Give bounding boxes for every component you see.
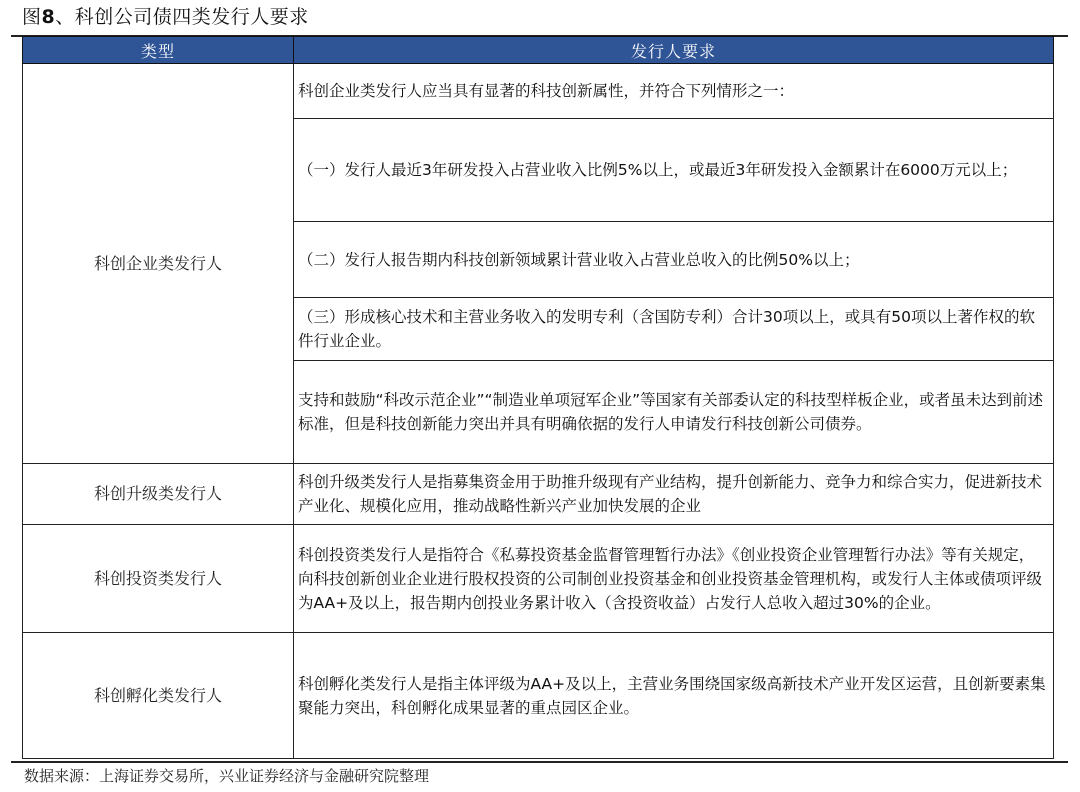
figure-number: 8 — [41, 6, 56, 28]
issuer-requirements-table — [22, 36, 1054, 759]
requirement-cell: 支持和鼓励“科改示范企业”“制造业单项冠军企业”等国家有关部委认定的科技型样板企业，或者虽未达到前述标准，但是科技创新能力突出并具有明确依据的发行人申请发行科技创新公司债券。 — [294, 361, 1054, 464]
requirement-cell: （三）形成核心技术和主营业务收入的发明专利（含国防专利）合计30项以上，或具有50项以上著作权的软件行业企业。 — [294, 298, 1054, 361]
requirement-cell: （一）发行人最近3年研发投入占营业收入比例5%以上，或最近3年研发投入金额累计在6000万元以上； — [294, 119, 1054, 222]
requirement-cell: （二）发行人报告期内科技创新领域累计营业收入占营业总收入的比例50%以上； — [294, 222, 1054, 298]
table-header-row — [23, 37, 1054, 64]
figure-label: 图 — [22, 6, 42, 28]
type-cell-tech-investment: 科创投资类发行人 — [23, 525, 294, 633]
column-header-requirements: 发行人要求 — [294, 37, 1054, 64]
requirement-cell: 科创孵化类发行人是指主体评级为AA+及以上，主营业务围绕国家级高新技术产业开发区运营，且创新要素集聚能力突出，科创孵化成果显著的重点园区企业。 — [294, 633, 1054, 759]
bottom-divider — [11, 761, 1068, 763]
table-row — [23, 633, 1054, 759]
requirement-cell: 科创企业类发行人应当具有显著的科技创新属性，并符合下列情形之一： — [294, 64, 1054, 119]
figure-title — [22, 4, 309, 30]
type-cell-tech-upgrade: 科创升级类发行人 — [23, 464, 294, 525]
column-header-type: 类型 — [23, 37, 294, 64]
requirement-cell: 科创升级类发行人是指募集资金用于助推升级现有产业结构，提升创新能力、竞争力和综合实力，促进新技术产业化、规模化应用，推动战略性新兴产业加快发展的企业 — [294, 464, 1054, 525]
table-row — [23, 64, 1054, 119]
table-row — [23, 464, 1054, 525]
data-source-note: 数据来源：上海证券交易所，兴业证券经济与金融研究院整理 — [24, 767, 430, 785]
type-cell-tech-incubation: 科创孵化类发行人 — [23, 633, 294, 759]
type-cell-tech-enterprise: 科创企业类发行人 — [23, 64, 294, 464]
requirement-cell: 科创投资类发行人是指符合《私募投资基金监督管理暂行办法》《创业投资企业管理暂行办法》等有关规定，向科技创新创业企业进行股权投资的公司制创业投资基金和创业投资基金管理机构，或发行人主体或债项评级为AA+及以上，报告期内创投业务累计收入（含投资收益）占发行人总收入超过30%的企业。 — [294, 525, 1054, 633]
table-row — [23, 525, 1054, 633]
figure-title-text: 、科创公司债四类发行人要求 — [55, 6, 309, 28]
